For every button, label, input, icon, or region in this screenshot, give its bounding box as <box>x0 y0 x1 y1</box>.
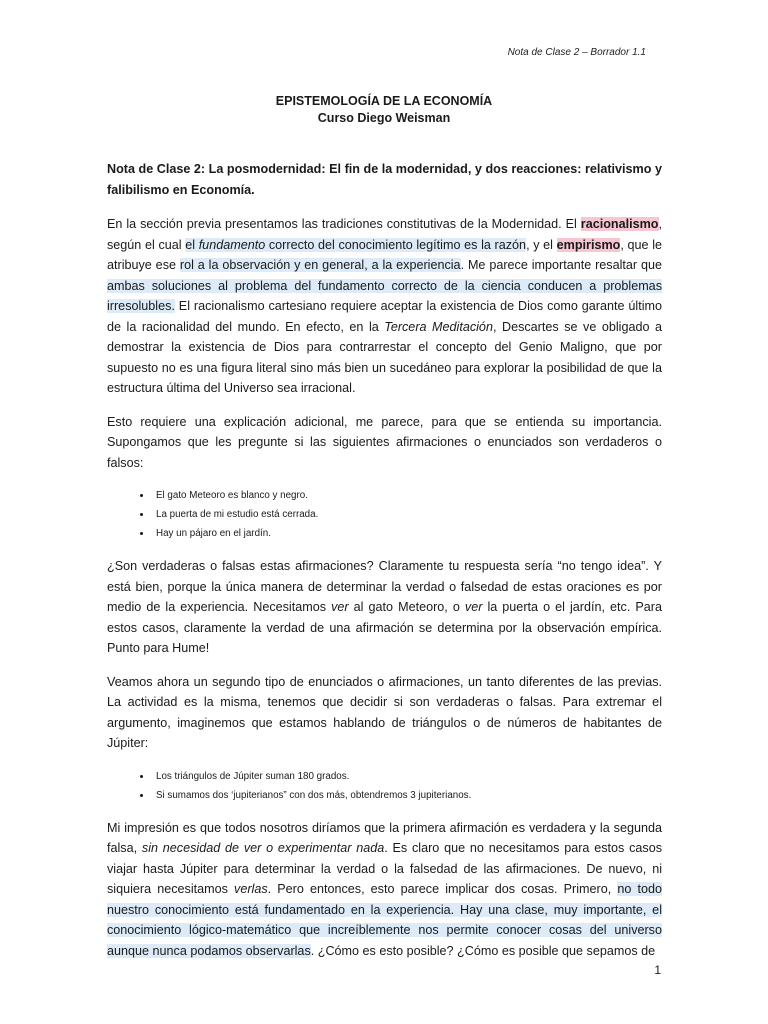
p5-italic: sin necesidad de ver o experimentar nada <box>141 841 385 855</box>
title-block <box>0 93 768 127</box>
p1-text: En la sección previa presentamos las tradiciones constitutivas de la Modernidad. El <box>107 217 581 231</box>
p1-highlight-text: correcto del conocimiento legítimo es la razón <box>265 237 527 252</box>
p5-text: . ¿Cómo es esto posible? ¿Cómo es posible que sepamos de <box>310 943 656 958</box>
p5-italic: verlas <box>234 882 268 896</box>
paragraph-3 <box>107 556 662 659</box>
p1-text: El racionalismo cartesiano requiere aceptar la existencia de Dios como garante último de la racionalidad del mundo. En efecto, en la <box>107 299 662 334</box>
document-title: EPISTEMOLOGÍA DE LA ECONOMÍA <box>275 94 493 108</box>
lead-heading: Nota de Clase 2: La posmodernidad: El fin de la modernidad, y dos reacciones: relativismo y falibilismo en Economía. <box>107 162 662 197</box>
bullet-list-2 <box>107 767 662 805</box>
p1-text: , Descartes se ve obligado a demostrar la existencia de Dios para contrarrestar el concepto del Genio Maligno, que por supuesto no es una figura literal sino más bien un sucedáneo para explorar la posibilidad de que la estructura última del Universo sea irracional. <box>107 319 662 395</box>
p3-text: al gato Meteoro, o <box>348 600 465 614</box>
p5-text: Mi impresión es que todos nosotros diríamos que la primera afirmación es verdadera y la segunda falsa, <box>107 820 662 855</box>
highlight-empirismo: empirismo <box>556 237 621 252</box>
bullet-list-1 <box>107 486 662 543</box>
paragraph-1 <box>107 214 662 399</box>
list-item: • La puerta de mi estudio está cerrada. <box>152 505 662 524</box>
paragraph-4: Veamos ahora un segundo tipo de enunciados o afirmaciones, un tanto diferentes de las previas. La actividad es la misma, tenemos que decidir si son verdaderas o falsas. Para extremar el argumento, imaginemos que estamos hablando de triángulos o de números de habitantes de Júpiter: <box>107 674 662 750</box>
paragraph-5 <box>107 818 662 962</box>
document-subtitle: Curso Diego Weisman <box>317 111 451 125</box>
p1-italic: fundamento <box>198 237 266 252</box>
list-item: • Hay un pájaro en el jardín. <box>152 524 662 543</box>
p3-text: la puerta o el jardín, etc. Para estos casos, claramente la verdad de una afirmación se determina por la observación empírica. Punto para Hume! <box>107 600 662 655</box>
page-number: 1 <box>654 963 661 977</box>
highlight-fundamento <box>185 238 526 252</box>
p1-text: , que le atribuye ese <box>107 237 662 272</box>
paragraph-2: Esto requiere una explicación adicional, me parece, para que se entienda su importancia. Supongamos que les pregunte si las siguientes afirmaciones o enunciados son verdaderos o falsos: <box>107 414 662 470</box>
p1-italic: Tercera Meditación <box>384 319 493 334</box>
p1-text: . Me parece importante resaltar que <box>460 258 662 272</box>
p3-text: ¿Son verdaderas o falsas estas afirmaciones? Claramente tu respuesta sería “no tengo idea”. Y está bien, porque la única manera de determinar la verdad o falsedad de estas oraciones es por medio de la experiencia. Necesitamos <box>107 559 662 614</box>
p5-text: . Es claro que no necesitamos para estos casos viajar hasta Júpiter para determinar la verdad o la falsedad de las afirmaciones. De nuevo, ni siquiera necesitamos <box>107 841 662 896</box>
list-item: • Si sumamos dos ‘jupiterianos” con dos más, obtendremos 3 jupiterianos. <box>152 786 662 805</box>
highlight-experiencia: rol a la observación y en general, a la experiencia <box>179 258 461 272</box>
p1-text: , y el <box>526 237 557 252</box>
p1-highlight-text: el <box>185 237 199 252</box>
document-body <box>107 159 662 974</box>
header-note: Nota de Clase 2 – Borrador 1.1 <box>507 47 646 58</box>
list-item: • Los triángulos de Júpiter suman 180 grados. <box>152 767 662 786</box>
p3-italic: ver <box>331 600 349 614</box>
p1-text: , según el cual <box>107 217 662 252</box>
p5-text: . Pero entonces, esto parece implicar dos cosas. Primero, <box>267 882 618 896</box>
p3-italic: ver <box>464 600 483 614</box>
list-item: • El gato Meteoro es blanco y negro. <box>152 486 662 505</box>
highlight-problemas: ambas soluciones al problema del fundamento correcto de la ciencia conducen a problemas irresolubles. <box>107 278 662 313</box>
highlight-racionalismo: racionalismo <box>580 217 659 231</box>
highlight-conocimiento: no todo nuestro conocimiento está fundamentado en la experiencia. Hay una clase, muy importante, el conocimiento lógico-matemático que increíblemente nos permite conocer cosas del universo aunque nunca podamos observarlas <box>107 882 662 958</box>
